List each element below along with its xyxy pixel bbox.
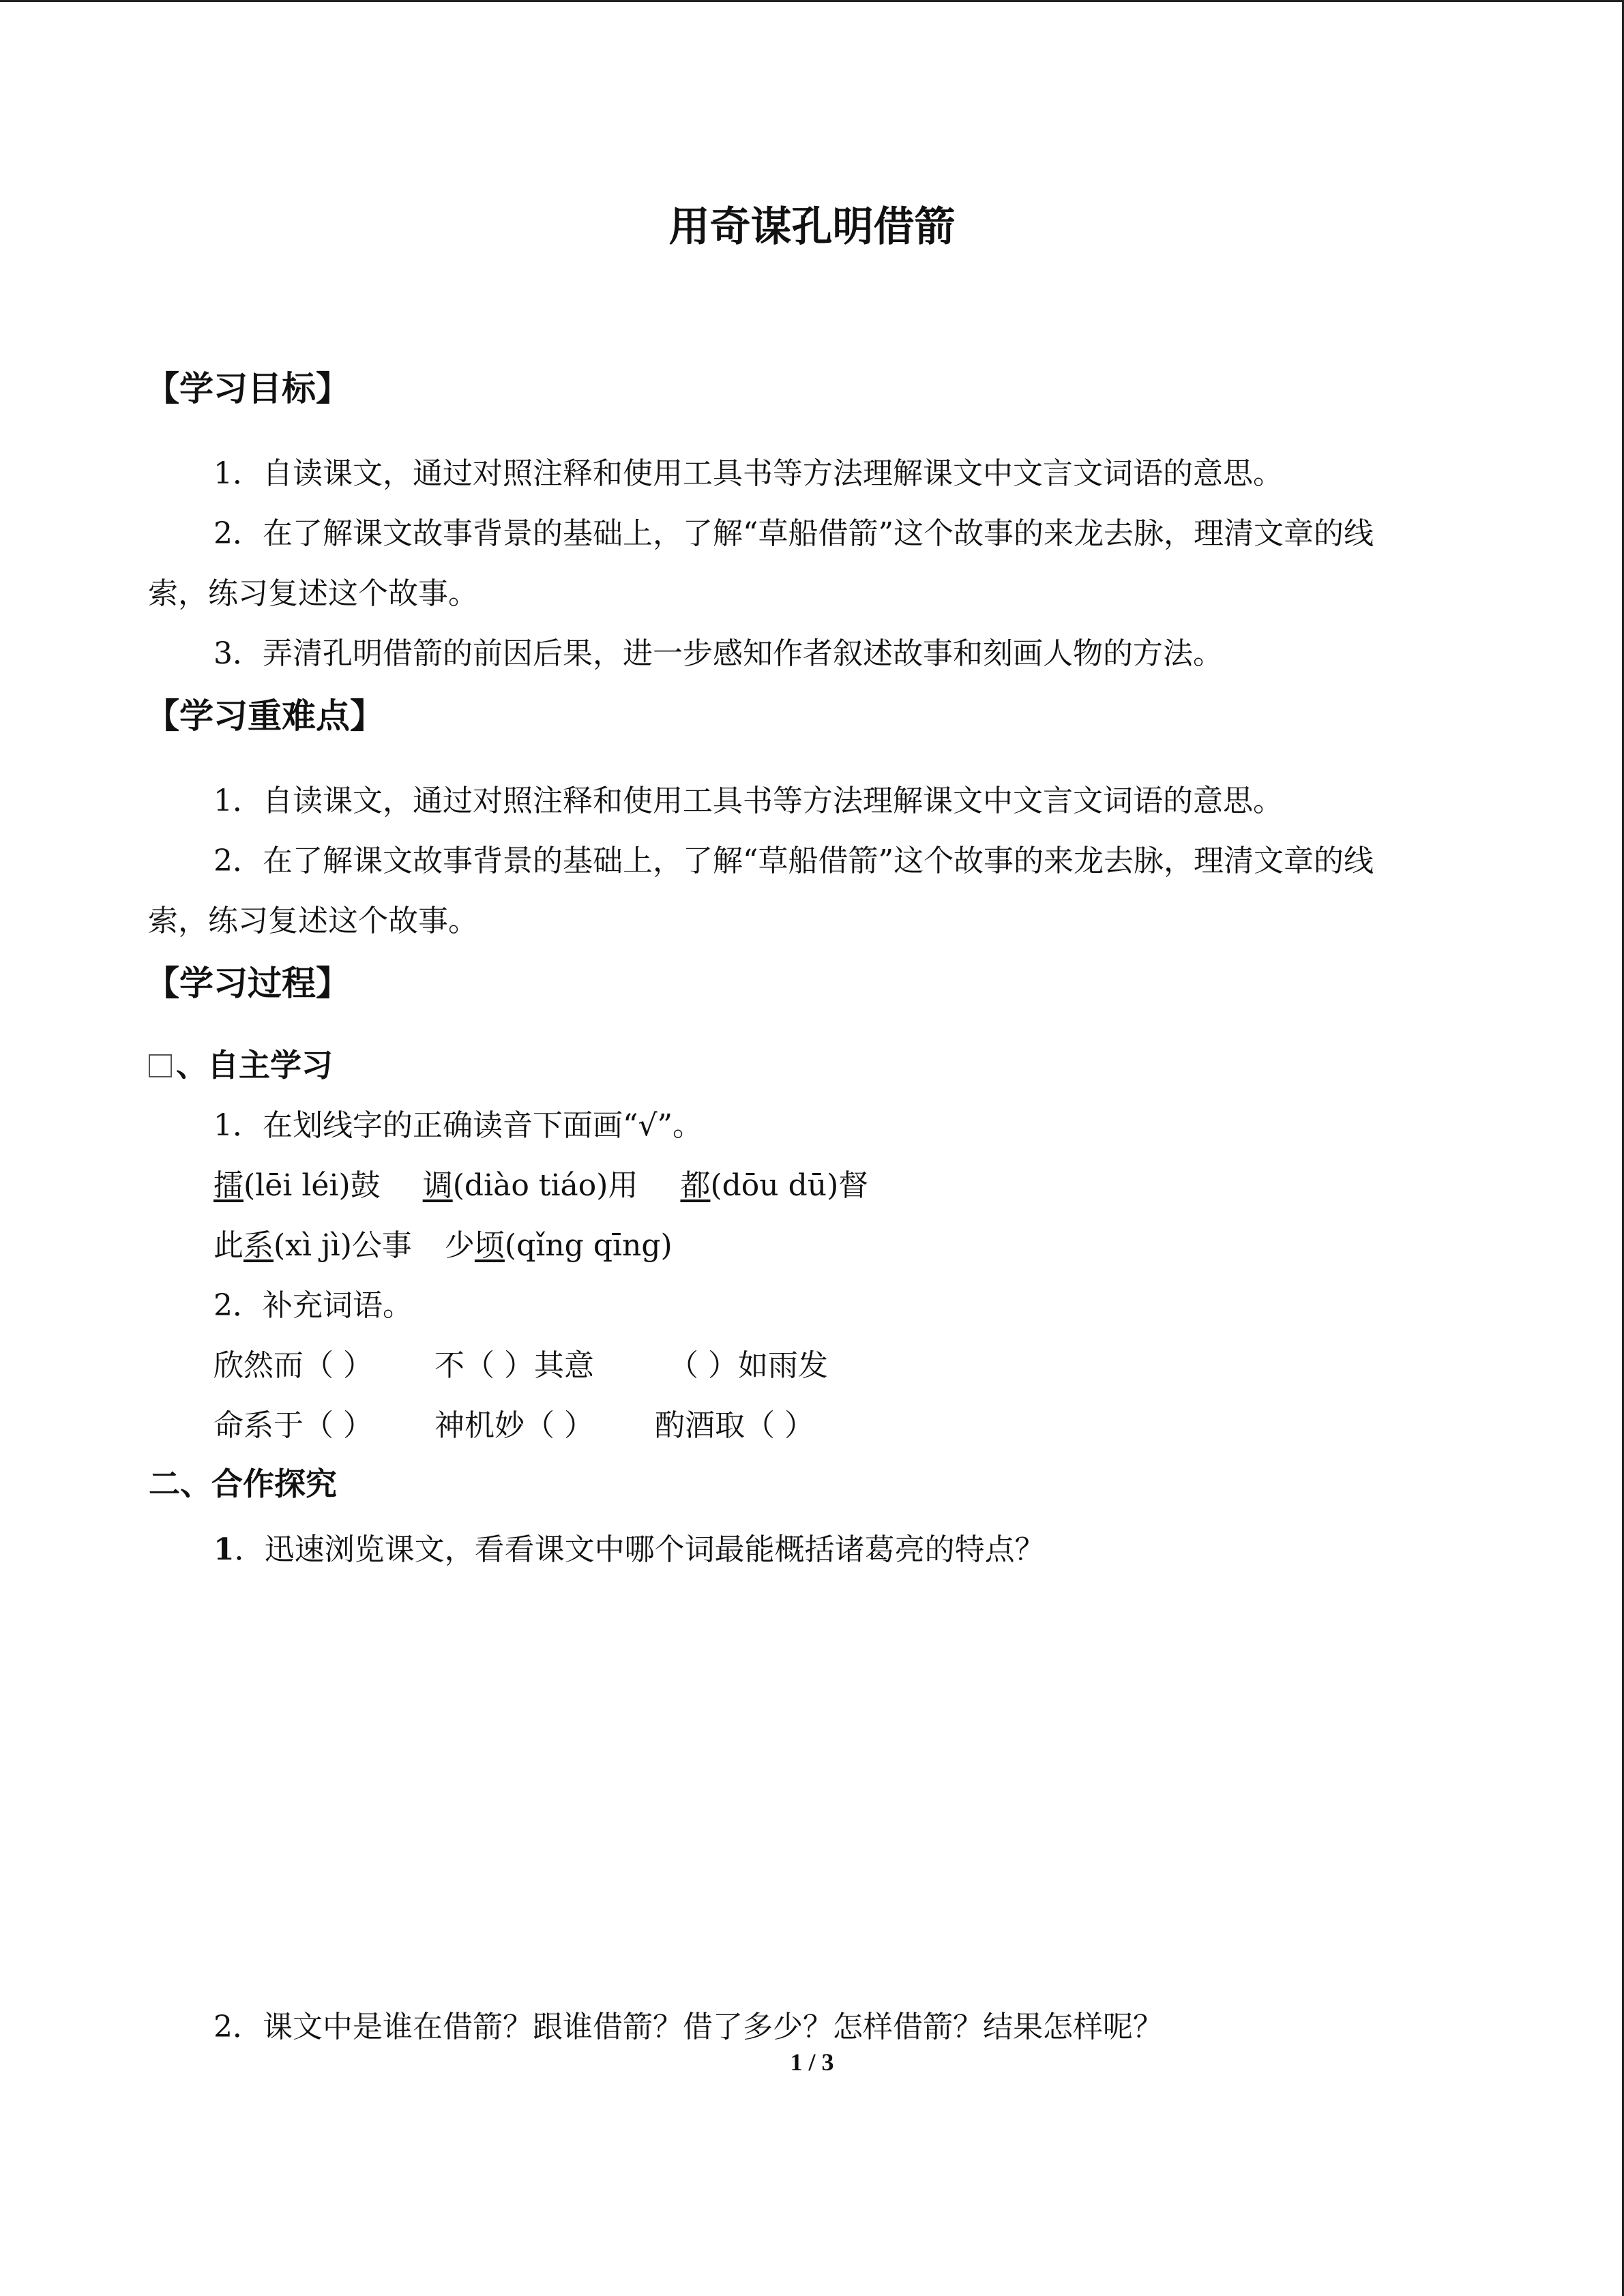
question-2-fill-words: 2．补充词语。 bbox=[213, 1288, 413, 1323]
goal-item-2: 2．在了解课文故事背景的基础上，了解“草船借箭”这个故事的来龙去脉，理清文章的线 bbox=[213, 516, 1374, 551]
keypoint-item-2: 2．在了解课文故事背景的基础上，了解“草船借箭”这个故事的来龙去脉，理清文章的线 bbox=[213, 844, 1374, 878]
underlined-char: 擂 bbox=[213, 1168, 243, 1203]
underlined-char: 调 bbox=[422, 1168, 453, 1203]
goal-item-1: 1．自读课文，通过对照注释和使用工具书等方法理解课文中文言文词语的意思。 bbox=[213, 456, 1283, 491]
keypoint-item-1: 1．自读课文，通过对照注释和使用工具书等方法理解课文中文言文词语的意思。 bbox=[213, 784, 1283, 818]
fill-item: 欣然而（ ） bbox=[213, 1348, 373, 1383]
box-glyph-icon bbox=[149, 1054, 172, 1077]
cooperation-question-1: 1．迅速浏览课文，看看课文中哪个词最能概括诸葛亮的特点？ bbox=[213, 1532, 1045, 1567]
section-heading-keypoints: 【学习重难点】 bbox=[145, 696, 384, 736]
pronunciation-row-1: 擂(lēi léi)鼓 调(diào tiáo)用 都(dōu dū)督 bbox=[213, 1168, 869, 1203]
section-heading-process: 【学习过程】 bbox=[145, 964, 350, 1003]
underlined-char: 系 bbox=[243, 1228, 274, 1263]
section-heading-goals: 【学习目标】 bbox=[145, 369, 350, 408]
underlined-char: 顷 bbox=[474, 1228, 505, 1263]
cooperation-question-2: 2．课文中是谁在借箭？跟谁借箭？借了多少？怎样借箭？结果怎样呢？ bbox=[213, 2010, 1163, 2044]
part1-title: 、自主学习 bbox=[149, 1041, 333, 1086]
keypoint-item-2-cont: 索，练习复述这个故事。 bbox=[148, 904, 478, 938]
pronunciation-row-2: 此系(xì jì)公事 少顷(qǐng qīng) bbox=[213, 1228, 673, 1263]
fill-item: （ ）如雨发 bbox=[668, 1348, 828, 1383]
document-title: 用奇谋孔明借箭 bbox=[668, 203, 956, 251]
goal-item-3: 3．弄清孔明借箭的前因后果，进一步感知作者叙述故事和刻画人物的方法。 bbox=[213, 636, 1223, 671]
question-1-pronunciation: 1．在划线字的正确读音下面画“√”。 bbox=[213, 1108, 703, 1143]
underlined-char: 都 bbox=[680, 1168, 711, 1203]
fill-item: 神机妙（ ） bbox=[434, 1408, 594, 1443]
goal-item-2-cont: 索，练习复述这个故事。 bbox=[148, 576, 478, 611]
part2-title: 二、合作探究 bbox=[149, 1465, 337, 1502]
fill-item: 不（ ）其意 bbox=[434, 1348, 594, 1383]
fill-item: 命系于（ ） bbox=[213, 1408, 373, 1443]
fill-item: 酌酒取（ ） bbox=[655, 1408, 814, 1443]
page-number: 1 / 3 bbox=[790, 2048, 834, 2076]
